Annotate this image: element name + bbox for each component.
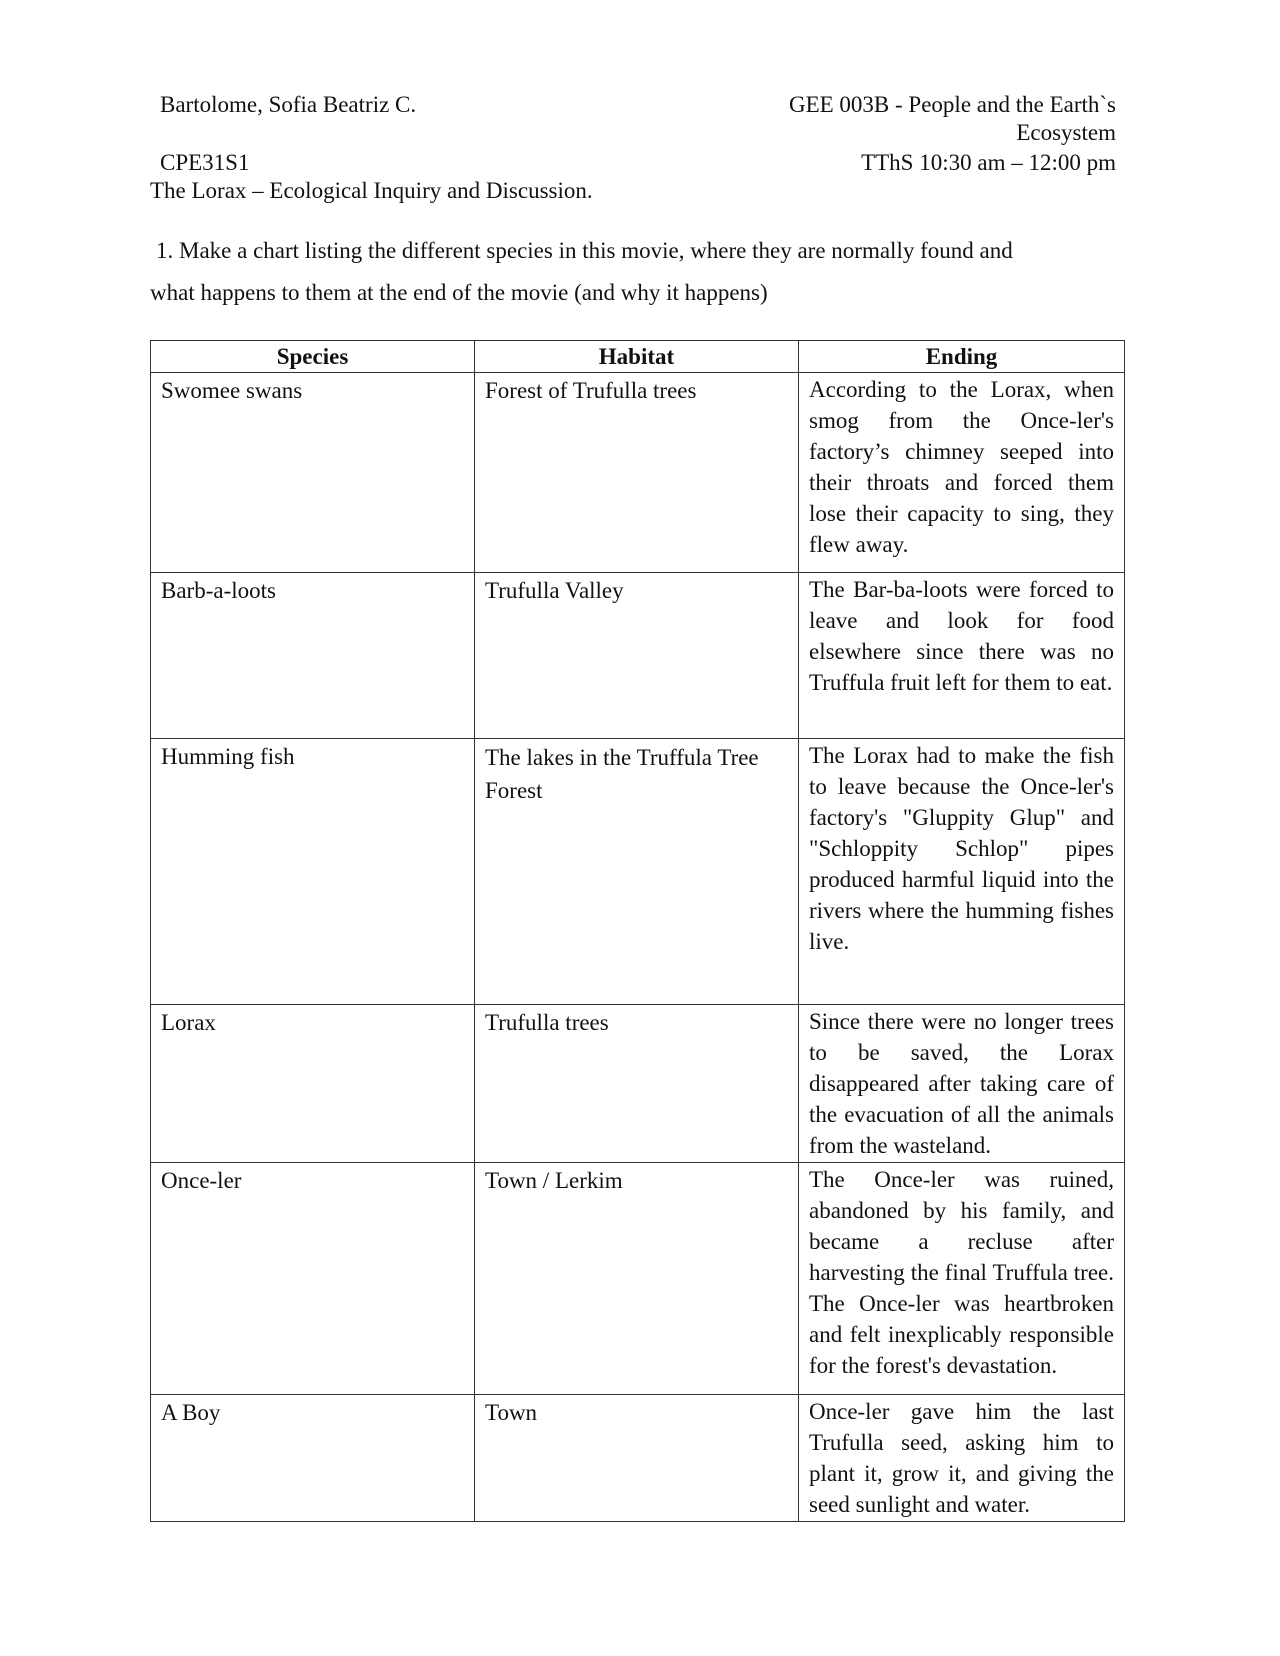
table-row — [151, 373, 1125, 573]
course-title — [789, 91, 1116, 147]
species-cell: Barb-a-loots — [151, 573, 475, 739]
species-cell: Swomee swans — [151, 373, 475, 573]
ending-cell: Since there were no longer trees to be saved, the Lorax disappeared after taking care of the evacuation of all the animals from the wasteland. — [799, 1005, 1125, 1163]
section-code: CPE31S1 — [160, 150, 250, 175]
table-row — [151, 1163, 1125, 1395]
habitat-cell: Town — [475, 1395, 799, 1522]
species-chart — [150, 340, 1125, 1522]
table-row — [151, 1395, 1125, 1522]
ending-cell: Once-ler gave him the last Trufulla seed, asking him to plant it, grow it, and giving the seed sunlight and water. — [799, 1395, 1125, 1522]
class-schedule: TThS 10:30 am – 12:00 pm — [861, 150, 1116, 175]
species-cell: Once-ler — [151, 1163, 475, 1395]
header-habitat: Habitat — [475, 341, 799, 373]
course-title-line1: GEE 003B - People and the Earth`s — [788, 92, 1116, 117]
question-line-1: 1. Make a chart listing the different species in this movie, where they are normally found and — [156, 238, 1013, 263]
species-cell: A Boy — [151, 1395, 475, 1522]
header-species: Species — [151, 341, 475, 373]
activity-title: The Lorax – Ecological Inquiry and Discussion. — [150, 178, 593, 203]
habitat-cell: The lakes in the Truffula Tree Forest — [475, 739, 799, 1005]
ending-cell: The Bar-ba-loots were forced to leave and look for food elsewhere since there was no Truffula fruit left for them to eat. — [799, 573, 1125, 739]
table-header-row — [151, 341, 1125, 373]
table-row — [151, 739, 1125, 1005]
habitat-cell: Trufulla Valley — [475, 573, 799, 739]
student-name: Bartolome, Sofia Beatriz C. — [160, 92, 417, 117]
question-1 — [150, 230, 1090, 314]
species-cell: Lorax — [151, 1005, 475, 1163]
table-row — [151, 1005, 1125, 1163]
ending-cell: According to the Lorax, when smog from the Once-ler's factory’s chimney seeped into their throats and forced them lose their capacity to sing, they flew away. — [799, 373, 1125, 573]
habitat-cell: Trufulla trees — [475, 1005, 799, 1163]
ending-cell: The Once-ler was ruined, abandoned by his family, and became a recluse after harvesting the final Truffula tree. The Once-ler was heartbroken and felt inexplicably responsible for the forest's devastation. — [799, 1163, 1125, 1395]
header-ending: Ending — [799, 341, 1125, 373]
species-cell: Humming fish — [151, 739, 475, 1005]
course-title-line2: Ecosystem — [1016, 120, 1116, 145]
table-row — [151, 573, 1125, 739]
habitat-cell: Forest of Trufulla trees — [475, 373, 799, 573]
question-line-2: what happens to them at the end of the movie (and why it happens) — [150, 280, 768, 305]
habitat-cell: Town / Lerkim — [475, 1163, 799, 1395]
ending-cell: The Lorax had to make the fish to leave because the Once-ler's factory's "Gluppity Glup" and "Schloppity Schlop" pipes produced harmful liquid into the rivers where the humming fishes live. — [799, 739, 1125, 1005]
